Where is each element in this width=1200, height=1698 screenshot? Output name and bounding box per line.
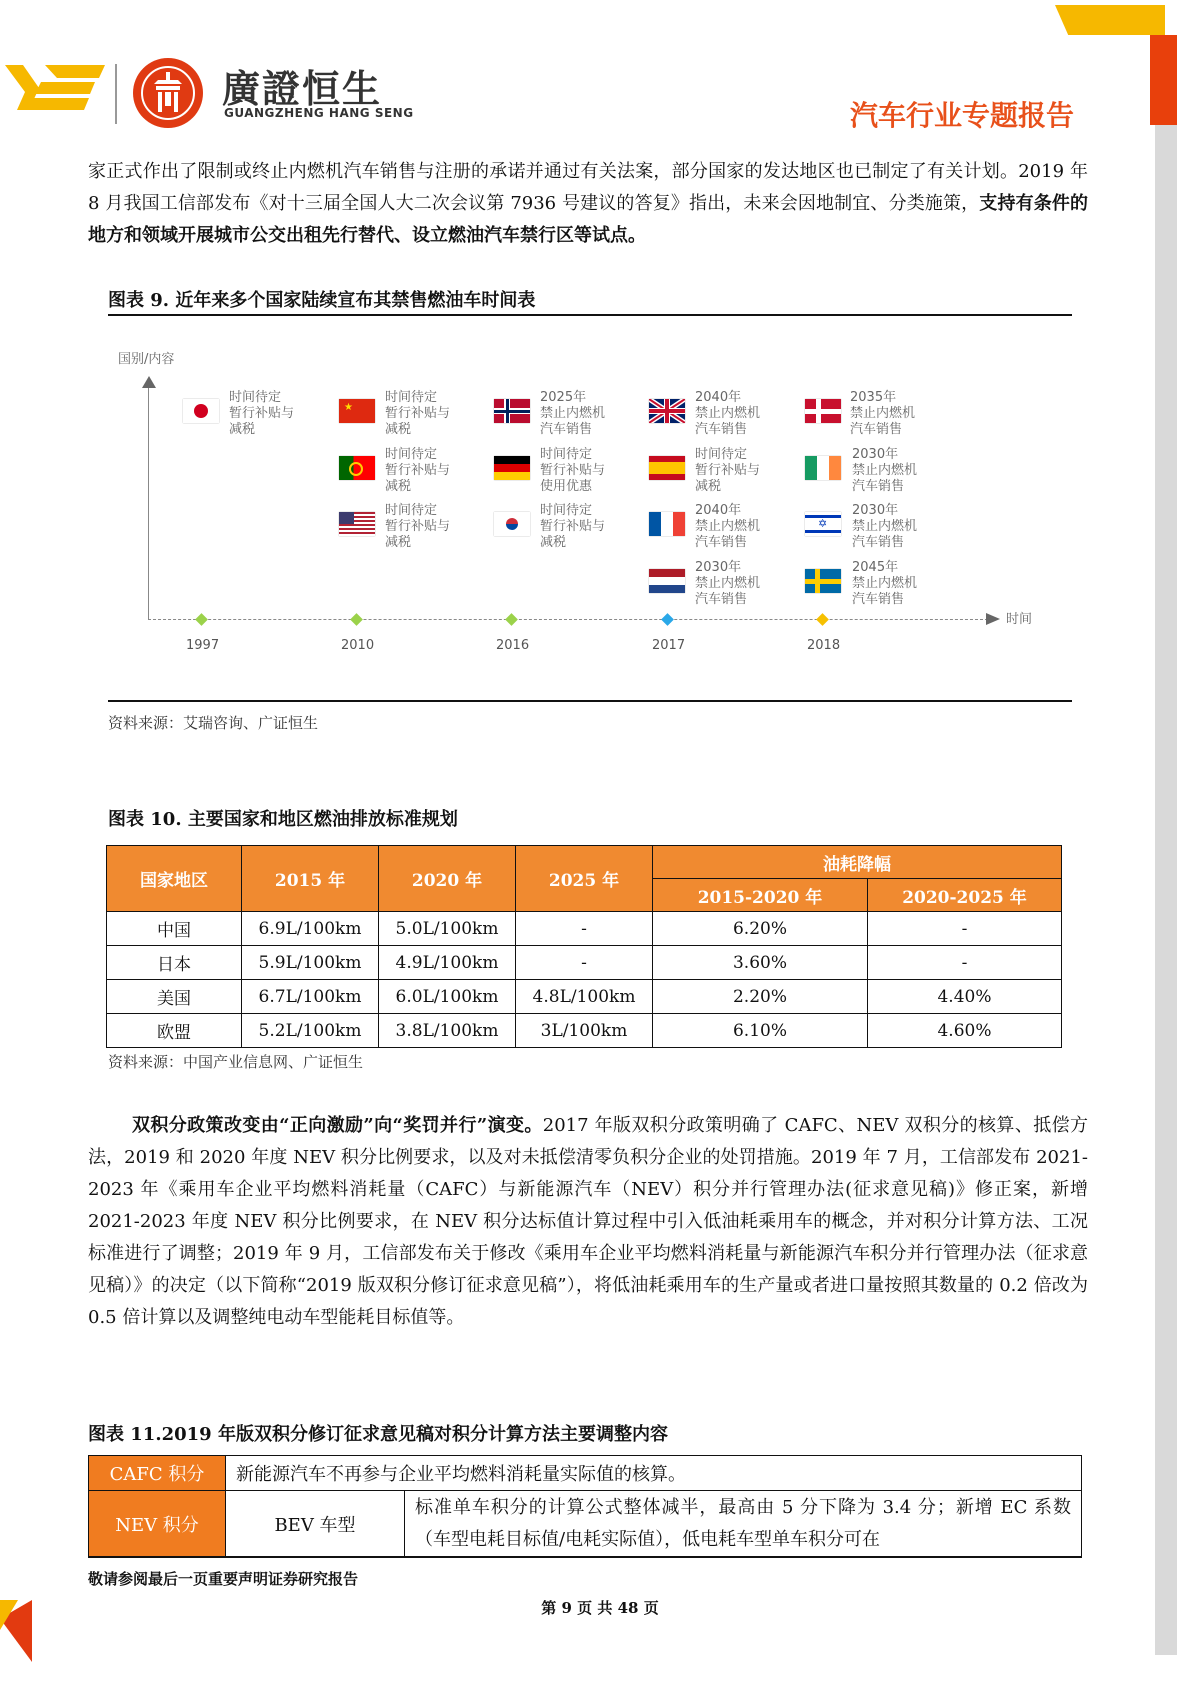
ye-logo-icon	[5, 60, 105, 118]
year-marker	[195, 613, 208, 626]
table-row	[107, 946, 1062, 980]
cafc-label: CAFC 积分	[89, 1456, 226, 1491]
korea-flag-icon	[494, 512, 530, 536]
table-cell: 5.0L/100km	[379, 912, 516, 946]
bev-description: 标准单车积分的计算公式整体减半，最高由 5 分下降为 3.4 分；新增 EC 系数（车型电耗目标值/电耗实际值），低电耗车型单车积分可在	[405, 1491, 1082, 1558]
figure9-source: 资料来源：艾瑞咨询、广证恒生	[108, 714, 319, 732]
y-axis-label: 国别/内容	[118, 352, 175, 367]
logo-english-name: GUANGZHENG HANG SENG	[224, 106, 414, 120]
france-flag-icon	[649, 512, 685, 536]
ireland-flag-icon	[805, 456, 841, 480]
header-red-bar	[1150, 35, 1177, 125]
header-region: 国家地区	[107, 846, 242, 912]
table-row	[107, 1014, 1062, 1048]
figure10-title: 图表 10. 主要国家和地区燃油排放标准规划	[108, 809, 458, 830]
paragraph-lead: 双积分政策改变由“正向激励”向“奖罚并行”演变。	[132, 1115, 543, 1136]
y-axis	[148, 384, 149, 620]
table-cell: 3L/100km	[516, 1014, 653, 1048]
table-row	[107, 912, 1062, 946]
header-yellow-bar	[1055, 5, 1165, 35]
table-cell: 4.40%	[868, 980, 1062, 1014]
year-marker	[661, 613, 674, 626]
x-axis-arrow-icon	[986, 613, 1000, 625]
entry-caption: 2045年 禁止内燃机 汽车销售	[852, 560, 918, 607]
entry-caption: 2030年 禁止内燃机 汽车销售	[695, 560, 761, 607]
intro-text: 家正式作出了限制或终止内燃机汽车销售与注册的承诺并通过有关法案，部分国家的发达地区也已制定了有关计划。2019 年 8 月我国工信部发布《对十三届全国人大二次会议第 7936 号建议的答复》指出，未来会因地制宜、分类施策，	[88, 161, 1088, 214]
report-title: 汽车行业专题报告	[850, 99, 1075, 132]
year-label: 2016	[496, 638, 530, 653]
entry-caption: 时间待定 暂行补贴与 减税	[385, 447, 451, 494]
entry-caption: 时间待定 暂行补贴与 使用优惠	[540, 447, 606, 494]
table-cell: 4.8L/100km	[516, 980, 653, 1014]
footer-rule	[88, 1556, 1082, 1557]
table-cell: 6.9L/100km	[242, 912, 379, 946]
portugal-flag-icon	[339, 456, 375, 480]
israel-flag-icon: ✡	[805, 512, 841, 536]
netherlands-flag-icon	[649, 569, 685, 593]
denmark-flag-icon	[805, 399, 841, 423]
year-label: 1997	[186, 638, 220, 653]
figure9-bottom-rule	[108, 700, 1072, 702]
entry-caption: 时间待定 暂行补贴与 减税	[385, 503, 451, 550]
header-2015: 2015 年	[242, 846, 379, 912]
entry-caption: 2030年 禁止内燃机 汽车销售	[852, 447, 918, 494]
cafc-description: 新能源汽车不再参与企业平均燃料消耗量实际值的核算。	[226, 1456, 1082, 1491]
table-cell: 2.20%	[653, 980, 868, 1014]
table-cell: 4.9L/100km	[379, 946, 516, 980]
entry-caption: 2035年 禁止内燃机 汽车销售	[850, 390, 916, 437]
entry-caption: 2040年 禁止内燃机 汽车销售	[695, 503, 761, 550]
table-cell: 日本	[107, 946, 242, 980]
year-marker	[350, 613, 363, 626]
table-cell: 6.0L/100km	[379, 980, 516, 1014]
year-marker	[816, 613, 829, 626]
gate-icon	[150, 72, 186, 114]
table-cell: 3.8L/100km	[379, 1014, 516, 1048]
header-reduction-2020-2025: 2020-2025 年	[868, 879, 1062, 912]
table-row	[107, 980, 1062, 1014]
year-label: 2010	[341, 638, 375, 653]
table-cell: 6.10%	[653, 1014, 868, 1048]
table-cell: 美国	[107, 980, 242, 1014]
x-axis-label: 时间	[1006, 612, 1033, 627]
table-cell: -	[516, 946, 653, 980]
figure9-title: 图表 9. 近年来多个国家陆续宣布其禁售燃油车时间表	[108, 290, 536, 311]
spain-flag-icon	[649, 456, 685, 480]
table-cell: 6.20%	[653, 912, 868, 946]
china-flag-icon: ★	[339, 399, 375, 423]
entry-caption: 2040年 禁止内燃机 汽车销售	[695, 390, 761, 437]
header-reduction: 油耗降幅	[653, 846, 1062, 879]
nev-label: NEV 积分	[89, 1491, 226, 1558]
entry-caption: 时间待定 暂行补贴与 减税	[229, 390, 295, 437]
table-cell: 4.60%	[868, 1014, 1062, 1048]
year-marker	[505, 613, 518, 626]
logo-divider	[115, 64, 117, 124]
table-cell: 中国	[107, 912, 242, 946]
table-cell: -	[516, 912, 653, 946]
norway-flag-icon	[494, 399, 530, 423]
japan-flag-icon	[183, 399, 219, 423]
figure11-title: 图表 11.2019 年版双积分修订征求意见稿对积分计算方法主要调整内容	[88, 1424, 668, 1445]
header-2020: 2020 年	[379, 846, 516, 912]
page-number: 第 9 页 共 48 页	[541, 1599, 659, 1617]
entry-caption: 2025年 禁止内燃机 汽车销售	[540, 390, 606, 437]
y-axis-arrow-icon	[142, 376, 156, 388]
paragraph-text: 2017 年版双积分政策明确了 CAFC、NEV 双积分的核算、抵偿方法，2019 和 2020 年度 NEV 积分比例要求，以及对未抵偿清零负积分企业的处罚措施。2019 年 7 月，工信部发布 2021-2023 年《乘用车企业平均燃料消耗量（CAFC）与新能源汽车（NEV）积分并行管理办法(征求意见稿)》修正案，新增 2021-2023 年度 NEV 积分比例要求，在 NEV 积分达标值计算过程中引入低油耗乘用车的概念，并对积分计算方法、工况标准进行了调整；2019 年 9 月，工信部发布关于修改《乘用车企业平均燃料消耗量与新能源汽车积分并行管理办法（征求意见稿）》的决定（以下简称“2019 版双积分修订征求意见稿”），将低油耗乘用车的生产量或者进口量按照其数量的 0.2 倍改为 0.5 倍计算以及调整纯电动车型能耗目标值等。	[88, 1115, 1088, 1328]
table-cell: 欧盟	[107, 1014, 242, 1048]
logo-chinese-name: 廣證恒生	[222, 67, 383, 111]
table-cell: 6.7L/100km	[242, 980, 379, 1014]
germany-flag-icon	[494, 456, 530, 480]
x-axis	[148, 619, 988, 620]
uk-flag-icon	[649, 399, 685, 423]
figure10-source: 资料来源：中国产业信息网、广证恒生	[108, 1053, 364, 1071]
intro-paragraph	[88, 156, 1088, 252]
entry-caption: 时间待定 暂行补贴与 减税	[385, 390, 451, 437]
table-cell: 5.2L/100km	[242, 1014, 379, 1048]
table-cell: -	[868, 946, 1062, 980]
dual-credit-paragraph	[88, 1110, 1088, 1334]
sweden-flag-icon	[805, 569, 841, 593]
emission-standards-table	[106, 845, 1062, 1048]
entry-caption: 时间待定 暂行补贴与 减税	[540, 503, 606, 550]
footer-disclaimer: 敬请参阅最后一页重要声明证券研究报告	[88, 1570, 359, 1588]
entry-caption: 2030年 禁止内燃机 汽车销售	[852, 503, 918, 550]
usa-flag-icon	[339, 512, 375, 536]
header-2025: 2025 年	[516, 846, 653, 912]
intro-bold-text: 支持有条件的地方和领域开展城市公交出租先行替代、设立燃油汽车禁行区等试点。	[88, 193, 1089, 246]
credit-adjustment-table	[88, 1455, 1082, 1558]
table-cell: 5.9L/100km	[242, 946, 379, 980]
year-label: 2018	[807, 638, 841, 653]
year-label: 2017	[652, 638, 686, 653]
table-cell: -	[868, 912, 1062, 946]
header-reduction-2015-2020: 2015-2020 年	[653, 879, 868, 912]
figure9-top-rule	[108, 314, 1072, 316]
entry-caption: 时间待定 暂行补贴与 减税	[695, 447, 761, 494]
bev-label: BEV 车型	[226, 1491, 405, 1558]
table-cell: 3.60%	[653, 946, 868, 980]
side-gray-bar	[1155, 125, 1177, 1655]
